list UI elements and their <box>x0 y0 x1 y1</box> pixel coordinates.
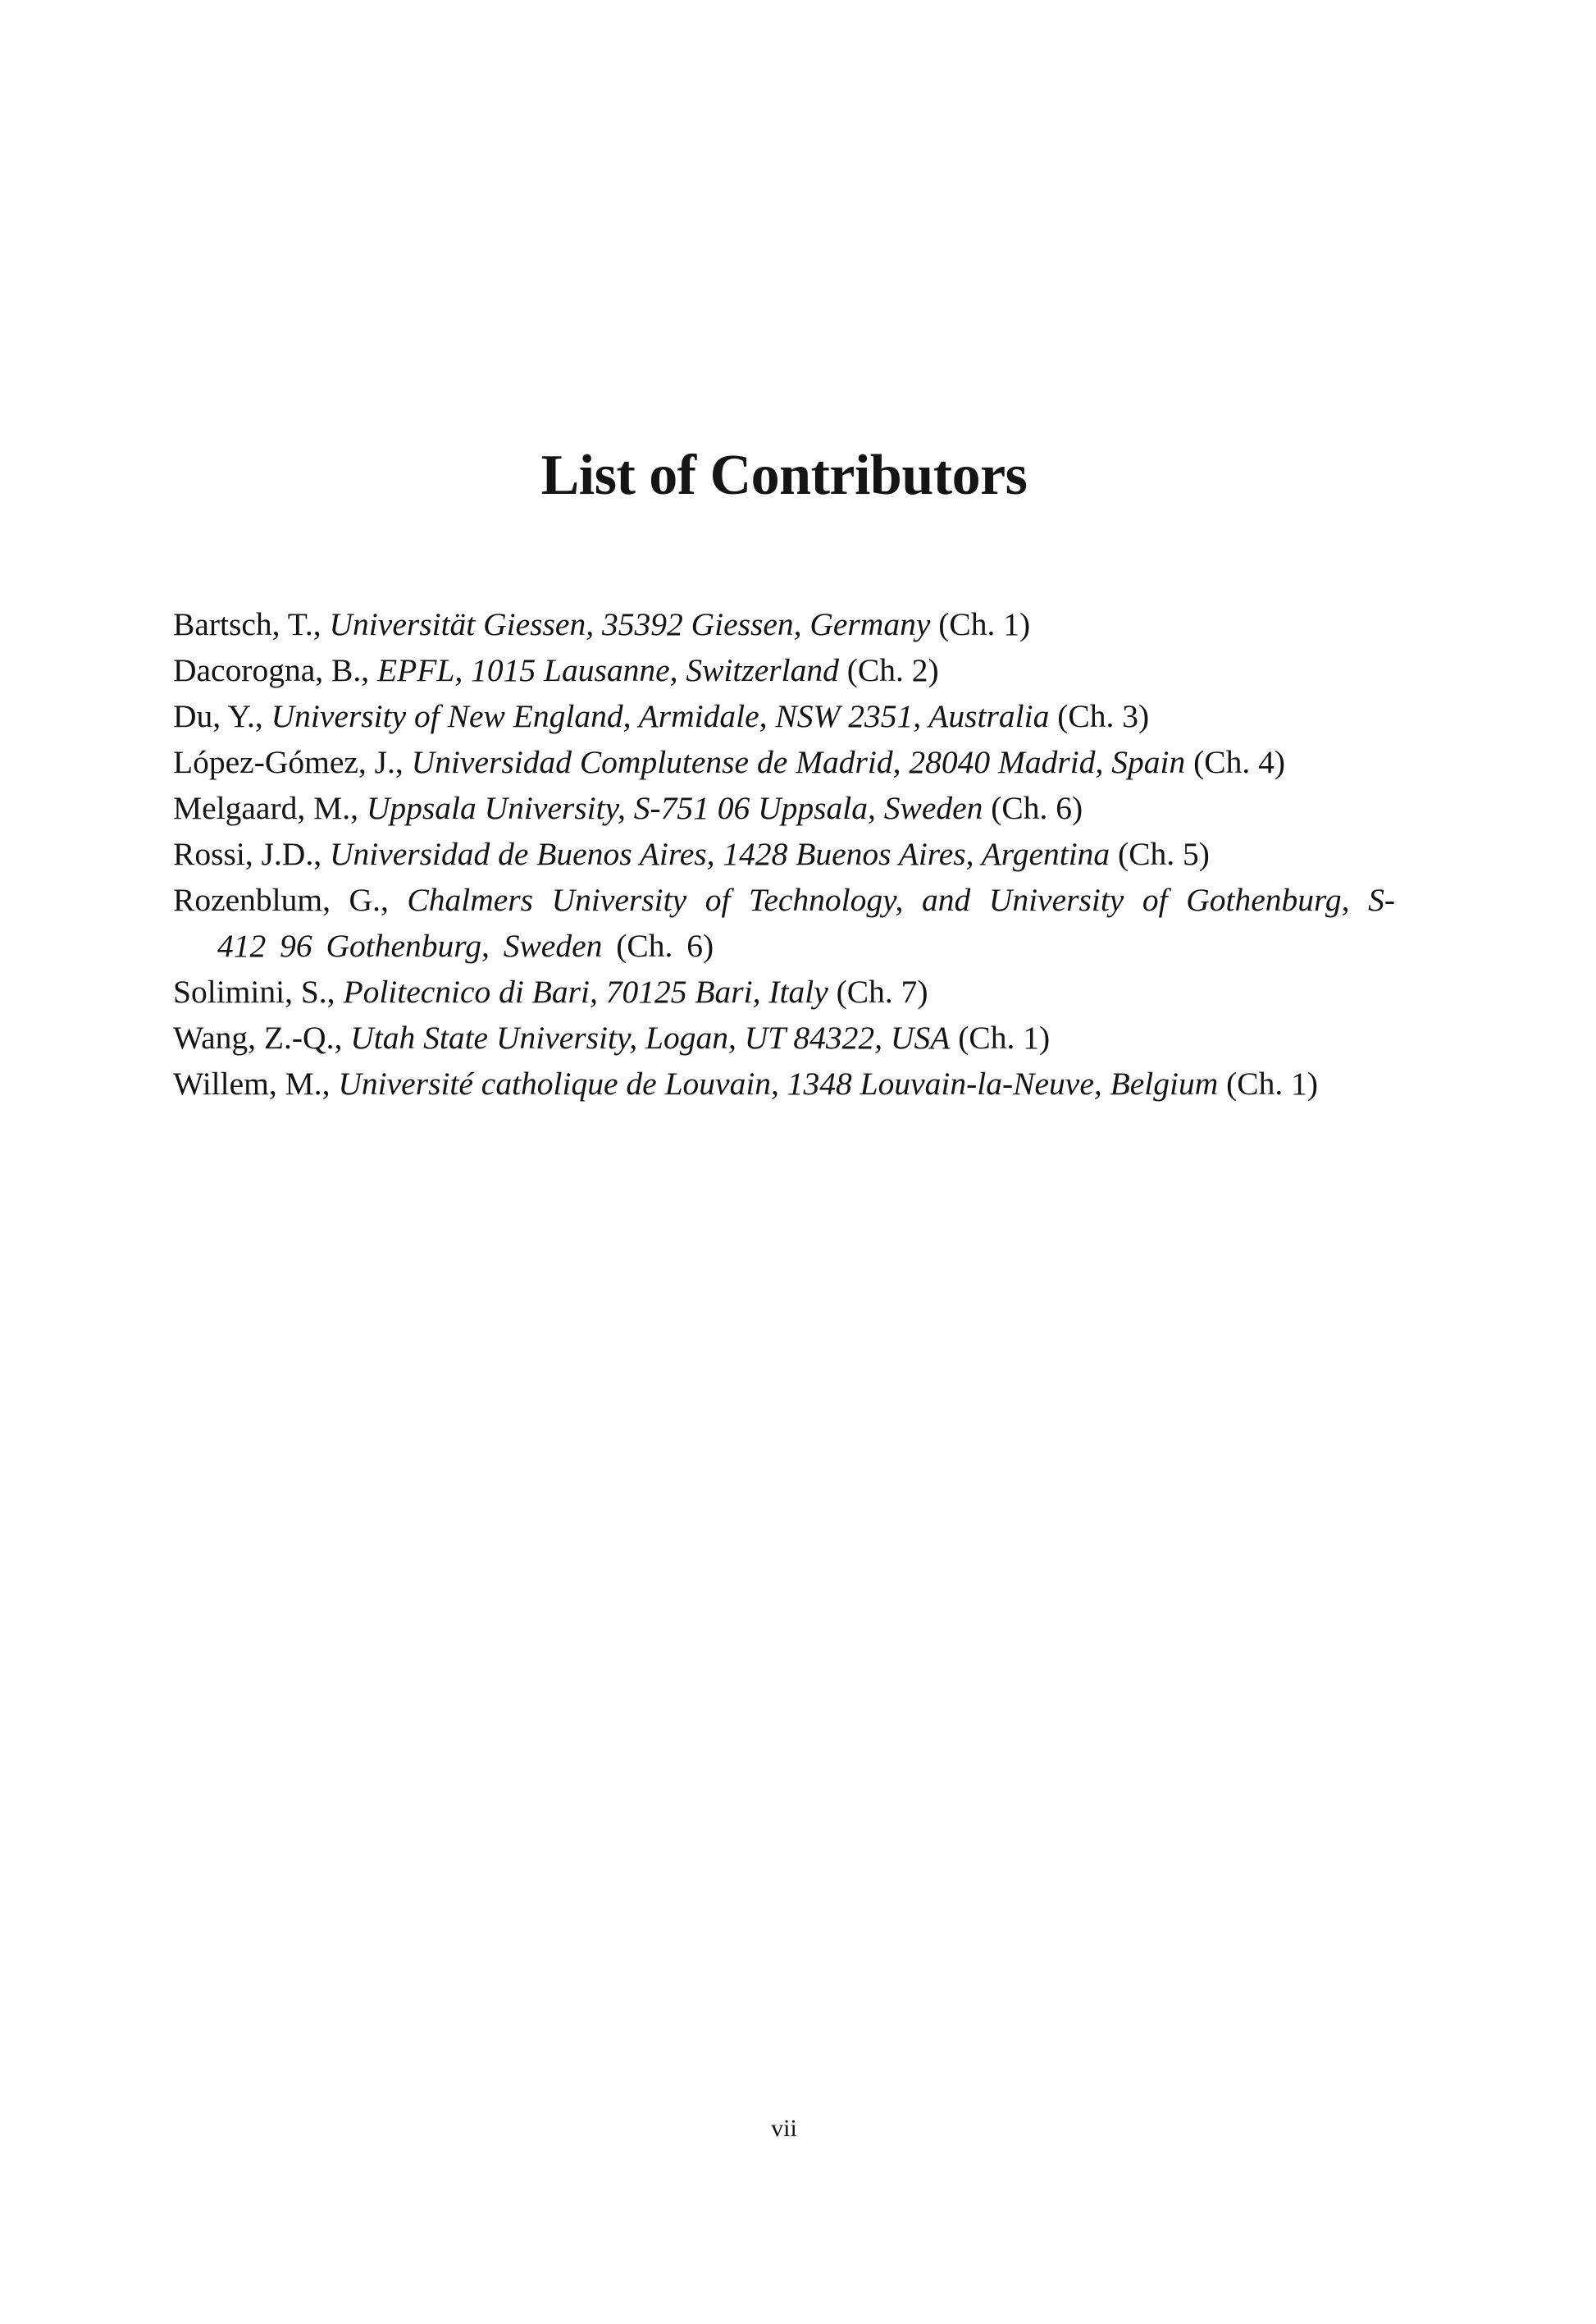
contributor-chapter: (Ch. 3) <box>1057 698 1150 734</box>
contributor-entry <box>173 601 1395 647</box>
contributor-affiliation: University of New England, Armidale, NSW 2351, Australia <box>271 698 1050 734</box>
contributor-affiliation: Universität Giessen, 35392 Giessen, Germany <box>329 606 931 642</box>
contributor-entry <box>173 1061 1395 1107</box>
contributor-name: López-Gómez, J., <box>173 744 404 780</box>
contributor-entry <box>173 693 1395 739</box>
contributor-name: Wang, Z.-Q., <box>173 1020 343 1056</box>
contributor-chapter: (Ch. 6) <box>616 928 714 964</box>
contributor-name: Dacorogna, B., <box>173 652 370 688</box>
contributor-affiliation: Uppsala University, S-751 06 Uppsala, Sweden <box>366 790 983 826</box>
contributor-affiliation: EPFL, 1015 Lausanne, Switzerland <box>377 652 839 688</box>
contributor-affiliation: Universidad de Buenos Aires, 1428 Buenos Aires, Argentina <box>329 836 1110 872</box>
contributor-name: Rozenblum, G., <box>173 882 389 918</box>
page-number: vii <box>771 2115 797 2142</box>
contributor-name: Solimini, S., <box>173 974 335 1010</box>
contributor-list <box>173 601 1395 1107</box>
contributor-entry <box>173 831 1395 877</box>
contributor-chapter: (Ch. 4) <box>1193 744 1285 780</box>
contributor-entry <box>173 969 1395 1015</box>
contributor-affiliation: Politecnico di Bari, 70125 Bari, Italy <box>343 974 828 1010</box>
contributor-chapter: (Ch. 1) <box>1226 1066 1319 1102</box>
contributor-chapter: (Ch. 2) <box>846 652 939 688</box>
contributor-affiliation: Universidad Complutense de Madrid, 28040 Madrid, Spain <box>411 744 1186 780</box>
contributor-name: Rossi, J.D., <box>173 836 322 872</box>
contributor-entry <box>173 739 1395 785</box>
contributor-affiliation: Chalmers University of Technology, and University of Gothenburg, S-412 96 Gothenburg, Sweden <box>217 882 1395 964</box>
contributor-affiliation: Utah State University, Logan, UT 84322, USA <box>350 1020 951 1056</box>
contributor-entry <box>173 1015 1395 1061</box>
contributor-chapter: (Ch. 7) <box>836 974 928 1010</box>
contributor-name: Willem, M., <box>173 1066 331 1102</box>
contributor-name: Melgaard, M., <box>173 790 358 826</box>
contributor-name: Bartsch, T., <box>173 606 321 642</box>
contributor-chapter: (Ch. 6) <box>991 790 1083 826</box>
contributor-entry <box>173 647 1395 693</box>
contributor-entry <box>173 785 1395 831</box>
contributor-chapter: (Ch. 1) <box>958 1020 1051 1056</box>
contributor-name: Du, Y., <box>173 698 263 734</box>
contributor-chapter: (Ch. 1) <box>938 606 1031 642</box>
contributor-affiliation: Université catholique de Louvain, 1348 Louvain-la-Neuve, Belgium <box>338 1066 1219 1102</box>
contributor-entry <box>173 877 1395 969</box>
page-title: List of Contributors <box>540 444 1028 507</box>
contributor-chapter: (Ch. 5) <box>1118 836 1210 872</box>
